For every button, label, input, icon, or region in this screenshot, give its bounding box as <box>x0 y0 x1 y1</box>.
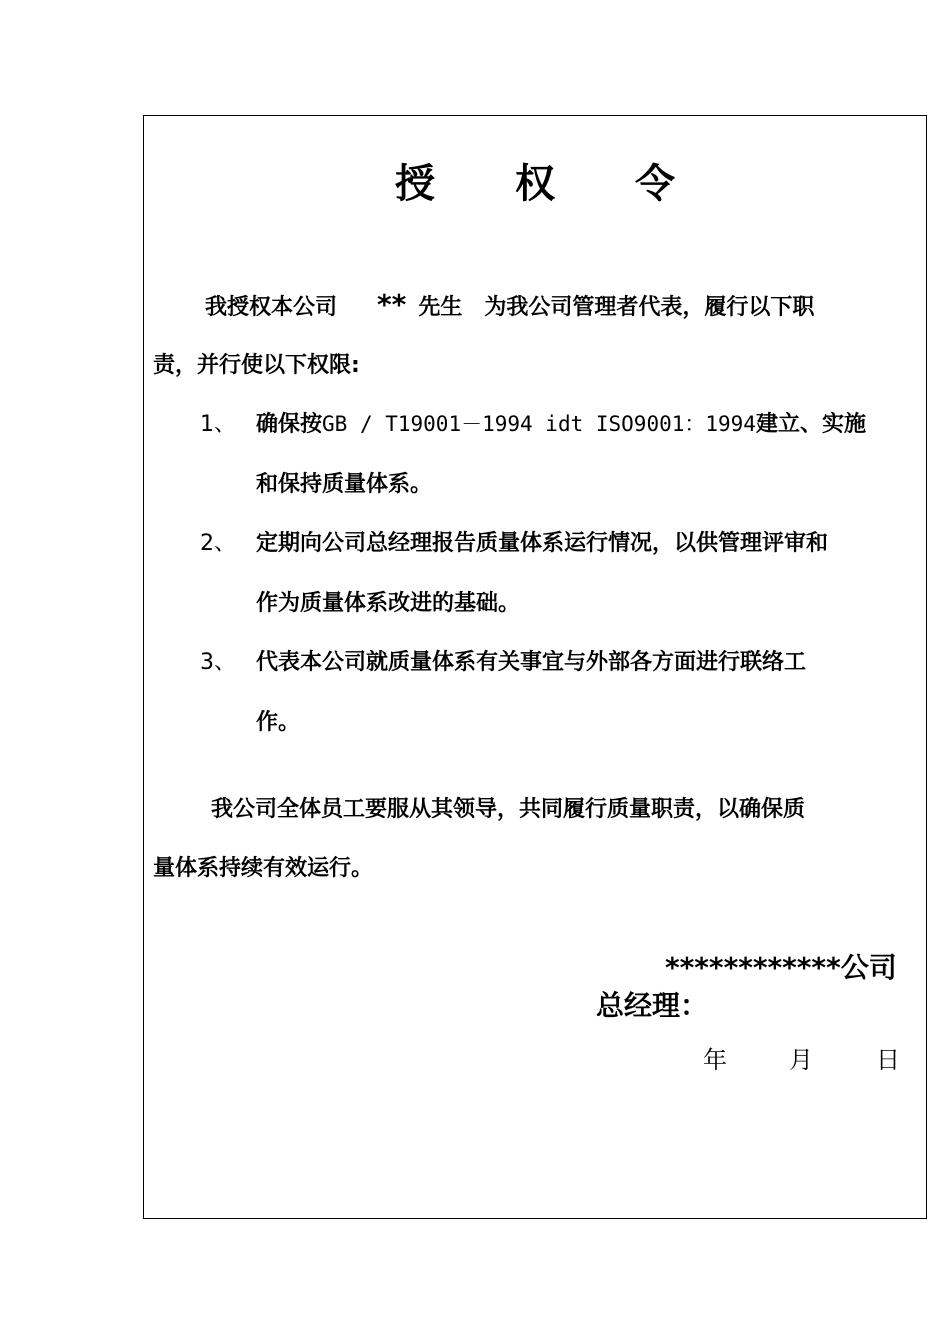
date-day: 日 <box>876 1046 900 1074</box>
closing-line-1: 我公司全体员工要服从其领导，共同履行质量职责，以确保质 <box>211 797 806 822</box>
intro-suffix: 先生 为我公司管理者代表，履行以下职 <box>418 295 815 320</box>
date-month: 月 <box>789 1046 813 1074</box>
item-2-line-1: 定期向公司总经理报告质量体系运行情况，以供管理评审和 <box>256 531 829 556</box>
item-1-line-2: 和保持质量体系。 <box>256 472 433 497</box>
closing-line-2: 量体系持续有效运行。 <box>153 856 374 881</box>
intro-prefix: 我授权本公司 <box>205 295 338 320</box>
item-1-text-a: 确保按 <box>256 412 323 437</box>
item-2-number: 2、 <box>200 531 236 556</box>
item-1-line-1 <box>256 407 866 438</box>
general-manager-label: 总经理： <box>596 989 709 1022</box>
appointee-name: ** <box>377 288 407 321</box>
item-1-number: 1、 <box>200 412 236 437</box>
item-3-number: 3、 <box>200 650 236 675</box>
intro-line-1 <box>205 288 814 321</box>
document-title: 授权令 <box>395 161 755 207</box>
item-3-line-1: 代表本公司就质量体系有关事宜与外部各方面进行联络工 <box>256 650 807 675</box>
item-2-line-2: 作为质量体系改进的基础。 <box>256 591 521 616</box>
company-signature: ************公司 <box>665 951 897 984</box>
date-year: 年 <box>703 1046 727 1074</box>
item-1-standard-code: GB / T19001－1994 idt ISO9001：1994 <box>322 412 756 436</box>
intro-line-2: 责，并行使以下权限: <box>153 353 360 378</box>
item-3-line-2: 作。 <box>256 710 301 735</box>
item-1-text-b: 建立、实施 <box>755 412 866 437</box>
